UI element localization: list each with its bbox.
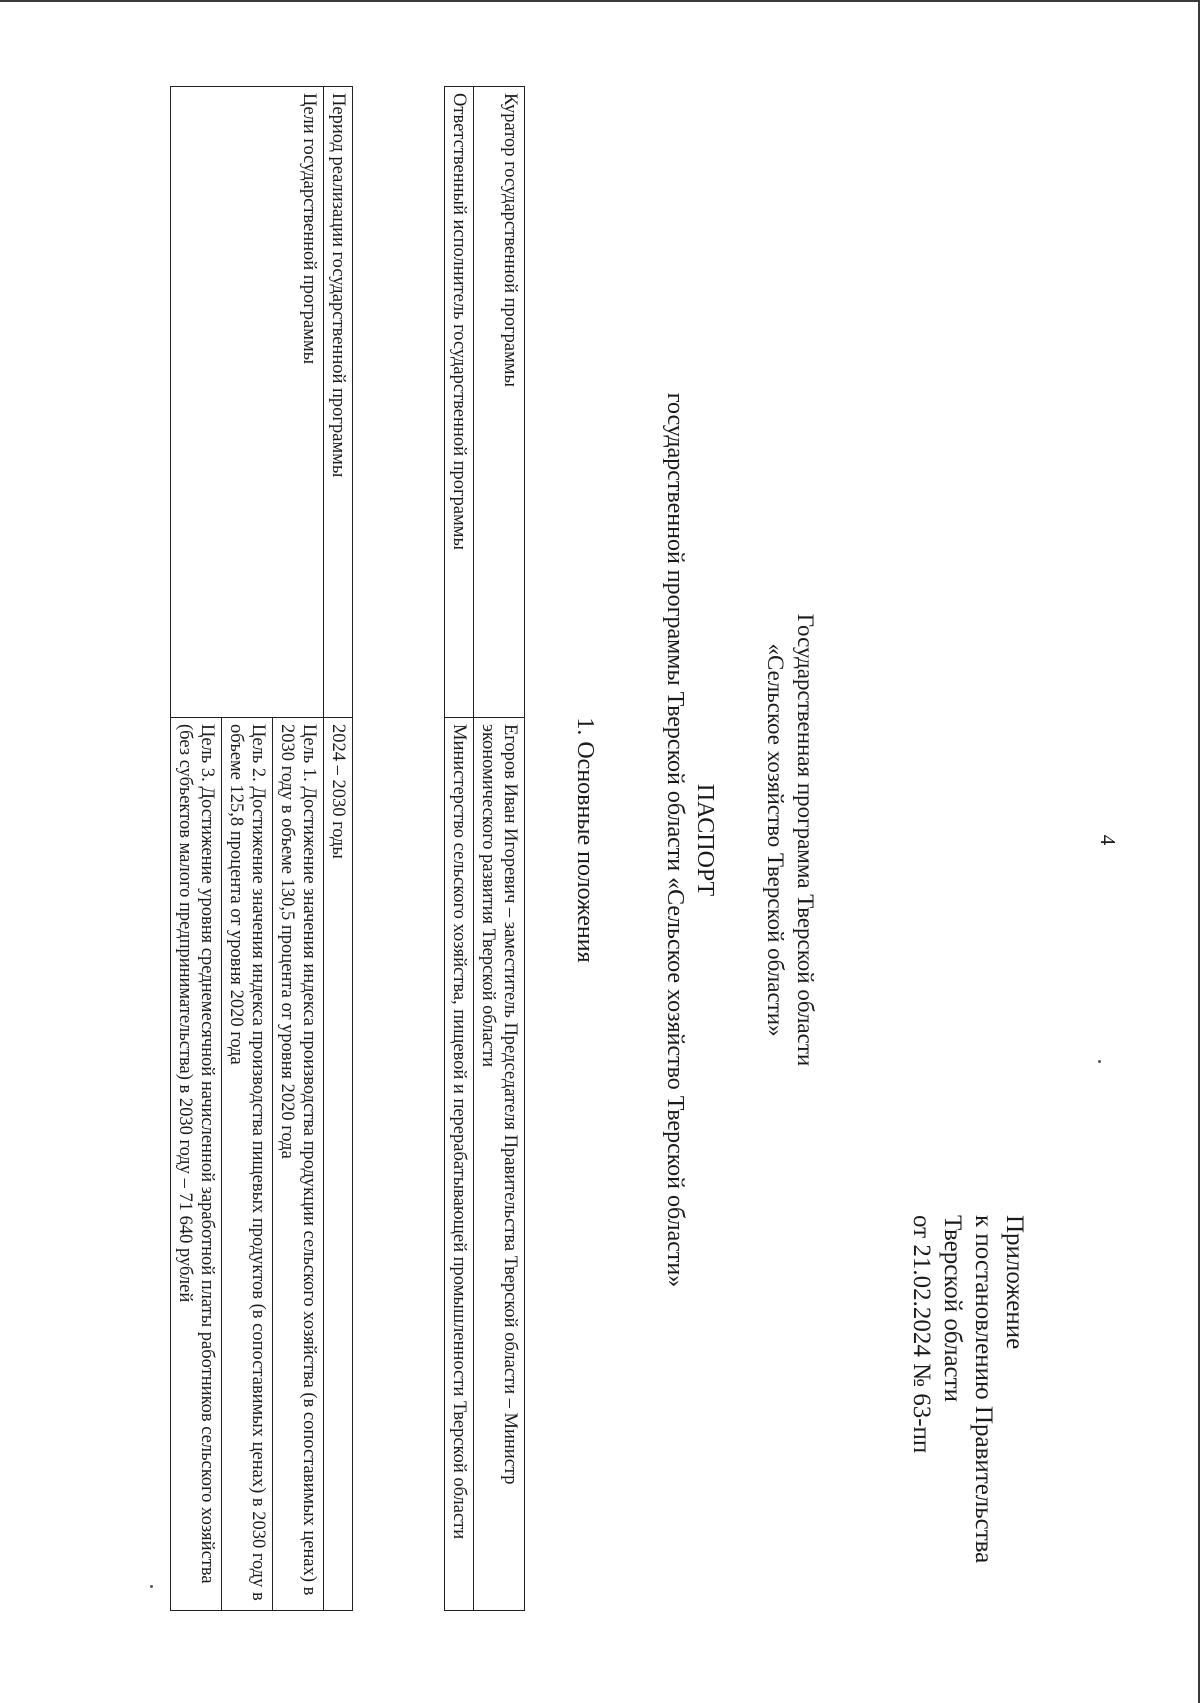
appendix-block <box>906 1215 1030 1635</box>
goal-3: Цель 3. Достижение уровня среднемесячной начисленной заработной платы работников сельского хозяйства (без субъектов малого предпринимательства) в 2030 году – 71 640 рублей <box>171 718 222 1611</box>
executor-value: Министерство сельского хозяйства, пищевой и перерабатывающей промышленности Тверской области <box>445 718 474 1611</box>
table-row <box>324 87 353 1611</box>
scan-edge-top <box>0 0 1200 2</box>
period-label: Период реализации государственной программы <box>324 87 353 718</box>
goals-label: Цели государственной программы <box>171 87 324 718</box>
page-number: 4 <box>1096 834 1120 846</box>
curator-label: Куратор государственной программы <box>474 87 525 718</box>
table-row <box>474 87 525 1611</box>
executor-label: Ответственный исполнитель государственной программы <box>445 87 474 718</box>
goal-2: Цель 2. Достижение значения индекса производства пищевых продуктов (в сопоставимых ценах) в 2030 году в объеме 125,8 процента от уровня 2020 года <box>222 718 273 1611</box>
appendix-line: от 21.02.2024 № 63-пп <box>908 1215 935 1454</box>
rotated-document-page <box>30 40 1170 1640</box>
passport-heading: ПАСПОРТ <box>692 783 718 897</box>
section-title: 1. Основные положения <box>572 717 598 963</box>
period-value: 2024 – 2030 годы <box>324 718 353 1611</box>
program-title-line: «Сельское хозяйство Тверской области» <box>763 643 788 1037</box>
table-row <box>445 87 474 1611</box>
passport-subheading: государственной программы Тверской области «Сельское хозяйство Тверской области» <box>662 392 688 1288</box>
passport-table-goals <box>170 86 353 1611</box>
table-row <box>273 87 324 1611</box>
appendix-line: к постановлению Правительства <box>970 1215 997 1564</box>
passport-title <box>660 40 720 1640</box>
passport-table-main <box>444 86 525 1611</box>
appendix-line: Приложение <box>1001 1215 1028 1350</box>
program-title <box>760 40 820 1640</box>
appendix-line: Тверской области <box>939 1215 966 1402</box>
goal-1: Цель 1. Достижение значения индекса производства продукции сельского хозяйства (в сопоставимых ценах) в 2030 году в объеме 130,5 процента от уровня 2020 года <box>273 718 324 1611</box>
program-title-line: Государственная программа Тверской области <box>793 613 818 1067</box>
curator-value: Егоров Иван Игоревич – заместитель Председателя Правительства Тверской области – Министр экономического развития Тверской области <box>474 718 525 1611</box>
